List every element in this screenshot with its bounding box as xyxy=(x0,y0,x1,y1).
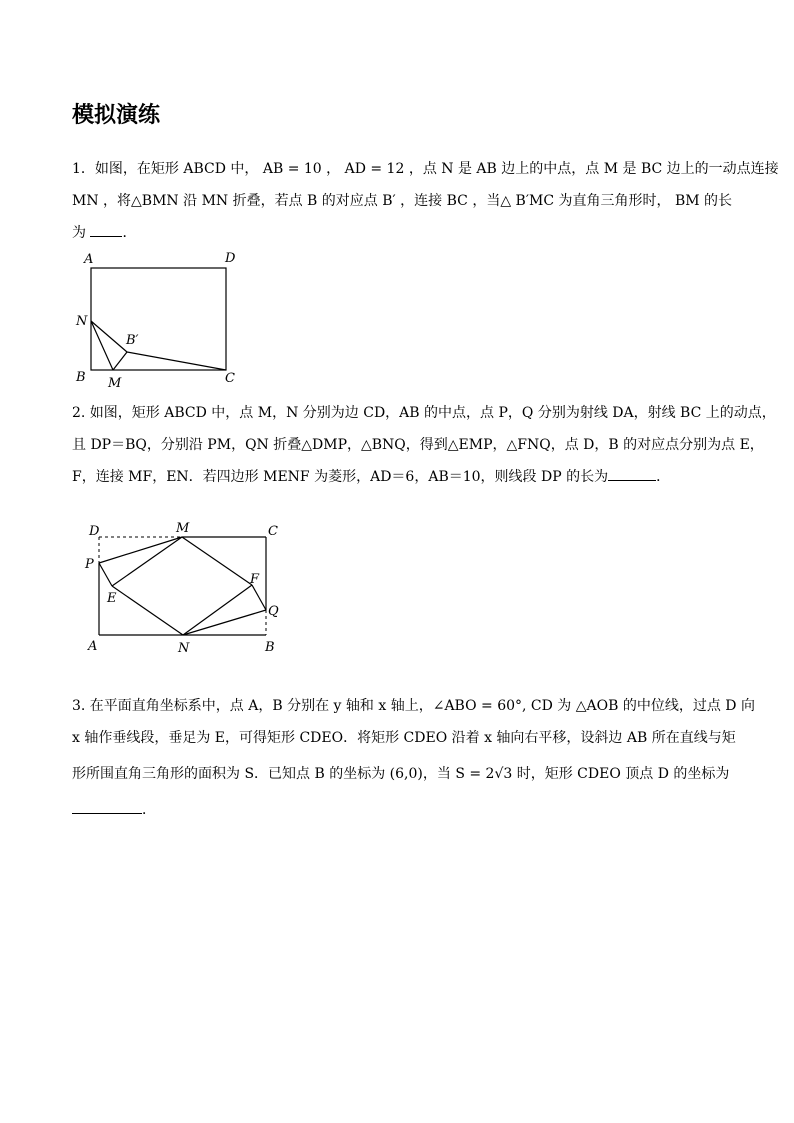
q3-answer-blank[interactable] xyxy=(72,799,142,814)
q2-answer-blank[interactable] xyxy=(608,466,656,481)
q2-label-C: C xyxy=(268,524,278,539)
q1-label-M: M xyxy=(108,376,122,391)
q2-line3-suffix: ． xyxy=(656,469,671,485)
q1-label-N: N xyxy=(76,314,88,329)
q1-label-D: D xyxy=(225,251,236,266)
q1-line-B1C xyxy=(127,352,226,370)
q2-label-B: B xyxy=(265,640,275,655)
q1-line3-suffix: ． xyxy=(122,225,137,241)
q3-text-line1: 3. 在平面直角坐标系中，点 A，B 分别在 y 轴和 x 轴上，∠ABO = 60°, CD 为 △AOB 的中位线，过点 D 向 xyxy=(72,698,755,714)
q3-text-line2: x 轴作垂线段，垂足为 E，可得矩形 CDEO．将矩形 CDEO 沿着 x 轴向右平移，设斜边 AB 所在直线与矩 xyxy=(72,730,736,746)
q2-text-line3 xyxy=(72,466,670,486)
q2-line-EN xyxy=(112,586,183,635)
q1-answer-blank[interactable] xyxy=(90,222,122,237)
q2-line-EM xyxy=(112,537,182,586)
q2-label-A: A xyxy=(88,639,98,654)
q2-label-E: E xyxy=(107,591,117,606)
q2-label-M: M xyxy=(176,521,190,536)
q1-label-A: A xyxy=(84,252,94,267)
q2-line-NQ xyxy=(183,610,266,635)
q1-line3-prefix: 为 xyxy=(72,225,86,241)
q2-line-FN xyxy=(183,585,252,635)
q2-label-P: P xyxy=(85,557,94,572)
q1-line-NB1 xyxy=(91,321,127,352)
q3-line4-suffix: ． xyxy=(142,802,156,818)
q3-text-line3: 形所围直角三角形的面积为 S．已知点 B 的坐标为 (6,0)，当 S = 2√3 时，矩形 CDEO 顶点 D 的坐标为 xyxy=(72,766,730,782)
q2-figure xyxy=(80,518,290,660)
q1-text-line3 xyxy=(72,222,136,242)
q1-line-MB1 xyxy=(113,352,127,370)
q1-label-B1: B′ xyxy=(126,333,139,348)
q2-label-N: N xyxy=(178,641,190,656)
q2-label-Q: Q xyxy=(268,604,279,619)
q2-label-D: D xyxy=(89,524,100,539)
q2-text-line2: 且 DP＝BQ，分别沿 PM，QN 折叠△DMP，△BNQ，得到△EMP，△FNQ，点 D，B 的对应点分别为点 E， xyxy=(72,437,764,453)
q1-label-C: C xyxy=(225,371,235,386)
q2-line-FQ xyxy=(252,585,266,610)
q3-text-line4 xyxy=(72,799,156,819)
q1-label-B: B xyxy=(76,370,86,385)
q1-line-NM xyxy=(91,321,113,370)
q1-text-line2: MN ，将△BMN 沿 MN 折叠，若点 B 的对应点 B′ ，连接 BC ，当△ B′MC 为直角三角形时， BM 的长 xyxy=(72,193,733,209)
q1-text-line1: 1．如图，在矩形 ABCD 中， AB = 10 ， AD = 12 ，点 N 是 AB 边上的中点，点 M 是 BC 边上的一动点连接 xyxy=(72,161,779,177)
page-title: 模拟演练 xyxy=(72,103,161,128)
q1-figure xyxy=(70,248,250,390)
q2-line-PM xyxy=(99,537,182,563)
q1-rectangle xyxy=(91,268,226,370)
q2-line-PE xyxy=(99,563,112,586)
q2-line-MF xyxy=(182,537,252,585)
q2-label-F: F xyxy=(250,572,260,587)
q2-line3-prefix: F，连接 MF，EN．若四边形 MENF 为菱形，AD＝6，AB＝10，则线段 DP 的长为 xyxy=(72,469,609,485)
q2-text-line1: 2. 如图，矩形 ABCD 中，点 M，N 分别为边 CD，AB 的中点，点 P，Q 分别为射线 DA，射线 BC 上的动点， xyxy=(72,405,776,421)
